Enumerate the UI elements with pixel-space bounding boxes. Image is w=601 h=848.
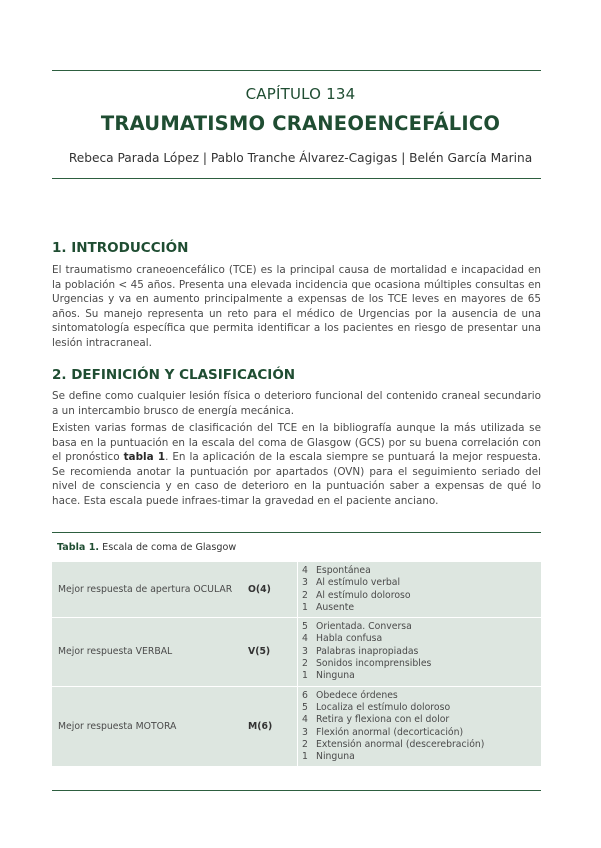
response-score: 2 <box>302 589 308 601</box>
response-category-label: Mejor respuesta VERBAL <box>52 618 248 686</box>
classification-paragraph <box>52 421 541 509</box>
response-list <box>298 686 542 767</box>
response-text: Obedece órdenes <box>316 689 398 701</box>
table-caption <box>57 542 236 553</box>
chapter-number: CAPÍTULO 134 <box>245 85 356 103</box>
list-item <box>298 646 541 658</box>
response-score: 1 <box>302 601 308 613</box>
list-item <box>298 658 541 670</box>
section-heading-introduccion: 1. INTRODUCCIÓN <box>52 240 189 256</box>
header-bottom-rule <box>52 178 541 179</box>
list-item <box>298 633 541 645</box>
response-score: 6 <box>302 689 308 701</box>
table-row <box>52 686 541 767</box>
response-category-label: Mejor respuesta MOTORA <box>52 686 248 767</box>
response-text: Al estímulo verbal <box>316 577 401 589</box>
response-text: Ninguna <box>316 751 355 763</box>
intro-paragraph: El traumatismo craneoencefálico (TCE) es la principal causa de mortalidad e incapacidad en la población < 45 años. Presenta una elevada incidencia que ocasiona múltiples consultas en Urgencias y va en aumento principalmente a expensas de los TCE leves en mayores de 65 años. Su manejo representa un reto para el médico de Urgencias por la ausencia de una sintomatología específica que permita identificar a los pacientes en riesgo de presentar una lesión intracraneal. <box>52 264 541 349</box>
authors-line: Rebeca Parada López | Pablo Tranche Álvarez-Cagigas | Belén García Marina <box>68 151 533 165</box>
response-score: 5 <box>302 701 308 713</box>
response-text: Localiza el estímulo doloroso <box>316 701 451 713</box>
response-text: Ninguna <box>316 670 355 682</box>
response-text: Palabras inapropiadas <box>316 645 419 657</box>
table-top-rule <box>52 532 541 533</box>
response-score: 3 <box>302 726 308 738</box>
top-rule <box>52 70 541 71</box>
definition-paragraph: Se define como cualquier lesión física o deterioro funcional del contenido craneal secundario a un intercambio brusco de energía mecánica. <box>52 390 541 417</box>
response-score: 5 <box>302 621 308 633</box>
section-heading-definicion: 2. DEFINICIÓN Y CLASIFICACIÓN <box>52 367 296 383</box>
response-list <box>298 562 542 618</box>
classification-text-start: Existen varias formas de clasificación del TCE en la bibliografía aunque la más utilizada se basa en la puntuación en la escala del coma de Glasgow (GCS) por su buena correlación con el pronóstico <box>52 422 541 464</box>
list-item <box>298 714 541 726</box>
response-category-label: Mejor respuesta de apertura OCULAR <box>52 562 248 618</box>
list-item <box>298 577 541 589</box>
list-item <box>298 590 541 602</box>
list-item <box>298 702 541 714</box>
response-text: Flexión anormal (decorticación) <box>316 726 464 738</box>
response-score: 4 <box>302 565 308 576</box>
classification-text-end: . En la aplicación de la escala siempre se puntuará la mejor respuesta. Se recomienda anotar la puntuación por apartados (OVN) para el seguimiento seriado del nivel de consciencia y en caso de deterioro en la puntuación saber a expensas de qué lo hace. Esta escala puede infraes-timar la gravedad en el paciente anciano. <box>52 451 541 507</box>
glasgow-table <box>52 562 541 767</box>
response-text: Orientada. Conversa <box>316 621 412 633</box>
response-score: 4 <box>302 633 308 645</box>
response-score: 3 <box>302 645 308 657</box>
response-score: 3 <box>302 577 308 589</box>
response-text: Espontánea <box>316 565 371 576</box>
response-category-code: O(4) <box>248 562 298 618</box>
response-score: 1 <box>302 751 308 763</box>
table-caption-text: Escala de coma de Glasgow <box>102 542 237 553</box>
response-list <box>298 618 542 686</box>
list-item <box>298 690 541 702</box>
response-text: Sonidos incomprensibles <box>316 658 432 670</box>
response-category-code: M(6) <box>248 686 298 767</box>
response-score: 1 <box>302 670 308 682</box>
list-item <box>298 727 541 739</box>
chapter-title: TRAUMATISMO CRANEOENCEFÁLICO <box>100 112 501 135</box>
list-item <box>298 565 541 577</box>
list-item <box>298 621 541 633</box>
table-reference[interactable]: tabla 1 <box>123 451 166 464</box>
table-row <box>52 618 541 686</box>
response-score: 4 <box>302 714 308 726</box>
response-score: 2 <box>302 658 308 670</box>
response-score: 2 <box>302 738 308 750</box>
list-item <box>298 751 541 763</box>
list-item <box>298 739 541 751</box>
response-text: Retira y flexiona con el dolor <box>316 714 450 726</box>
table-caption-label: Tabla 1. <box>57 542 100 553</box>
list-item <box>298 602 541 614</box>
table-row <box>52 562 541 618</box>
response-text: Al estímulo doloroso <box>316 589 411 601</box>
response-text: Ausente <box>316 601 355 613</box>
table-bottom-rule <box>52 790 541 791</box>
list-item <box>298 670 541 682</box>
response-text: Extensión anormal (descerebración) <box>316 738 485 750</box>
response-text: Habla confusa <box>316 633 383 645</box>
response-category-code: V(5) <box>248 618 298 686</box>
